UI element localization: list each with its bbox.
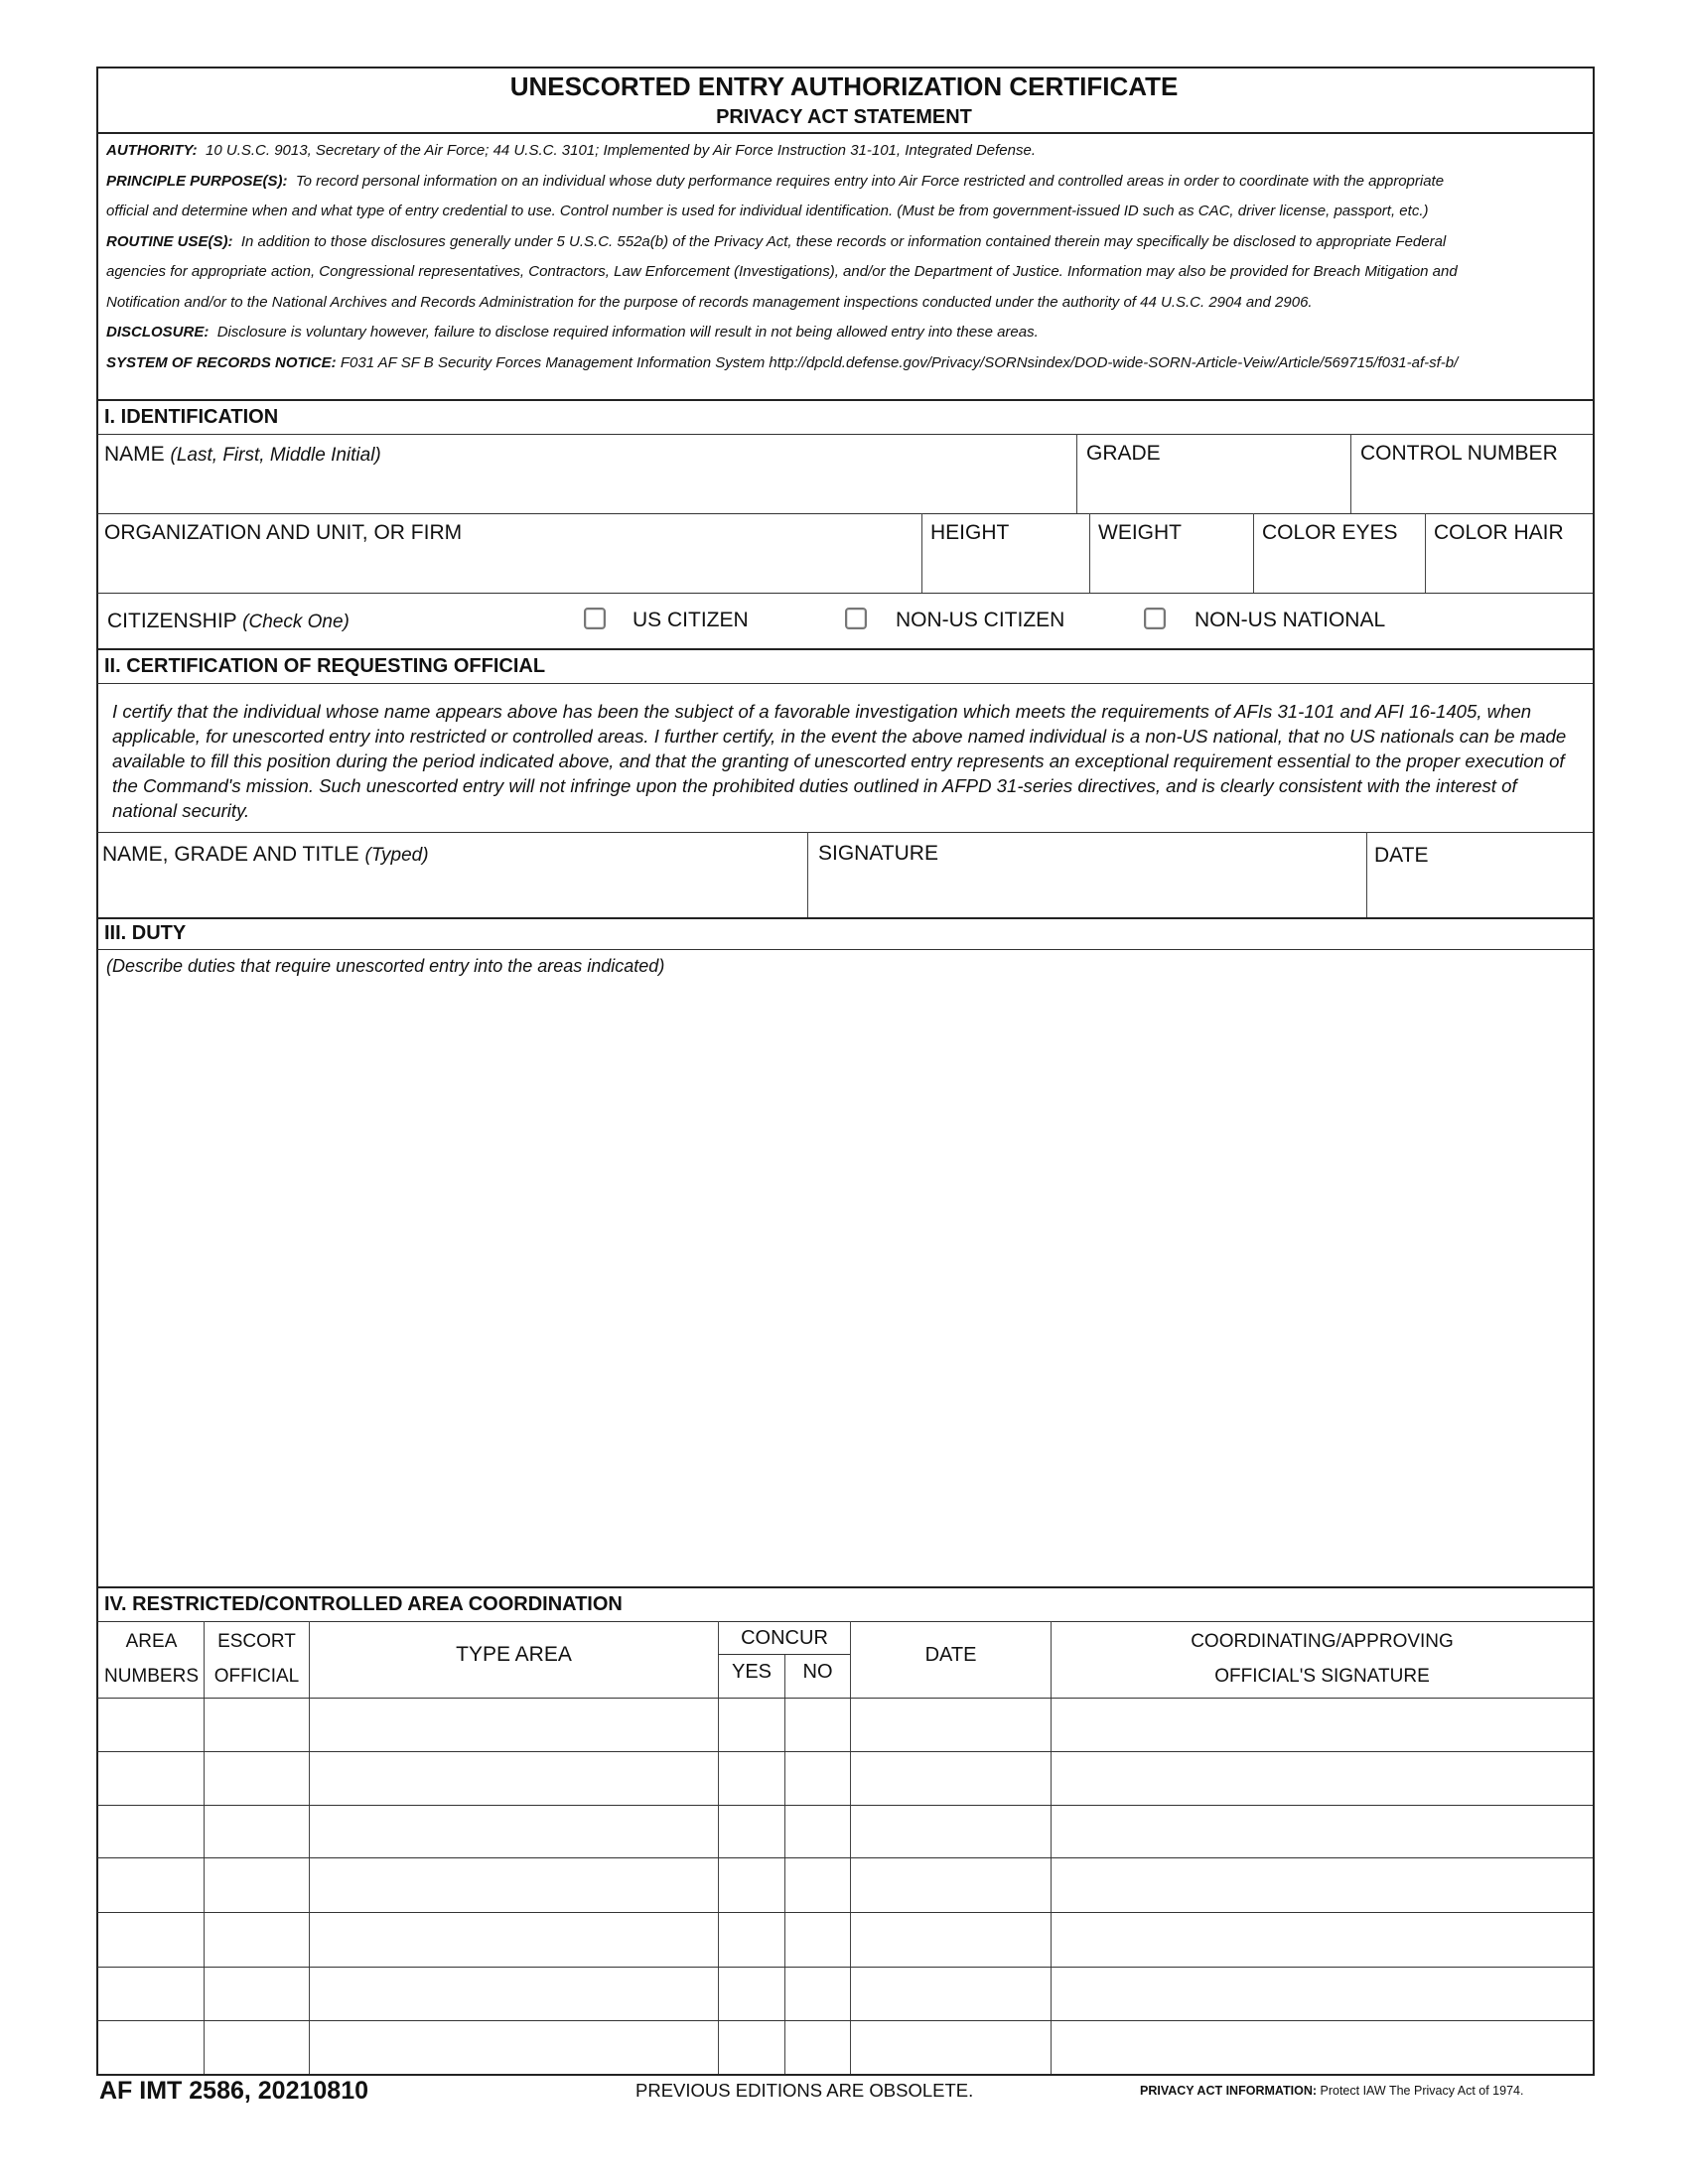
sorn-line: SYSTEM OF RECORDS NOTICE: F031 AF SF B Security Forces Management Information System http://dpcld.defense.gov/Privacy/SORNsindex/DOD-wide-SORN-Article-Veiw/Article/569715/f031-af-sf-b/ xyxy=(106,354,1459,371)
obsolete-notice: PREVIOUS EDITIONS ARE OBSOLETE. xyxy=(635,2080,974,2101)
certification-statement: I certify that the individual whose name appears above has been the subject of a favorable investigation which meets the requirements of AFIs 31-101 and AFI 16-1405, when applicable, for unescorted entry into restricted or controlled areas. I further certify, in the event the above named individual is a non-US national, that no US nationals can be made available to fill this position during the period indicated above, and that the granting of unescorted entry represents an exceptional requirement essential to the proper execution of the Command's mission. Such unescorted entry will not infringe upon the prohibited duties outlined in AFPD 31-series directives, and is clearly consistent with the interest of national security. xyxy=(112,701,1567,821)
non-us-citizen-label: NON-US CITIZEN xyxy=(896,609,1065,631)
divider xyxy=(97,1621,1593,1622)
divider xyxy=(97,399,1593,401)
duty-hint: (Describe duties that require unescorted entry into the areas indicated) xyxy=(106,956,665,976)
divider xyxy=(1425,513,1426,593)
divider xyxy=(97,132,1593,134)
divider xyxy=(1350,434,1351,513)
hair-color-field[interactable]: COLOR HAIR xyxy=(1434,521,1564,544)
column-header-signature: COORDINATING/APPROVING xyxy=(1191,1631,1454,1652)
non-us-national-checkbox[interactable] xyxy=(1144,608,1166,629)
column-header-area: NUMBERS xyxy=(103,1666,199,1687)
section-identification-heading: I. IDENTIFICATION xyxy=(104,406,279,428)
privacy-act-heading: PRIVACY ACT STATEMENT xyxy=(716,106,972,128)
table-row[interactable] xyxy=(97,1967,1593,1968)
divider xyxy=(1089,513,1090,593)
us-citizen-label: US CITIZEN xyxy=(633,609,749,631)
authority-line: AUTHORITY: 10 U.S.C. 9013, Secretary of the Air Force; 44 U.S.C. 3101; Implemented by Air Force Instruction 31-101, Integrated Defense. xyxy=(106,142,1036,159)
us-citizen-checkbox[interactable] xyxy=(584,608,606,629)
date-field[interactable]: DATE xyxy=(1374,844,1429,867)
citizenship-label: CITIZENSHIP (Check One) xyxy=(107,610,350,632)
divider xyxy=(807,832,808,917)
divider xyxy=(97,593,1593,594)
divider xyxy=(97,949,1593,950)
table-row[interactable] xyxy=(97,1912,1593,1913)
control-number-field[interactable]: CONTROL NUMBER xyxy=(1360,442,1558,465)
column-header-signature: OFFICIAL'S SIGNATURE xyxy=(1214,1666,1430,1687)
form-title: UNESCORTED ENTRY AUTHORIZATION CERTIFICATE xyxy=(509,71,1179,101)
divider xyxy=(718,1621,719,2074)
column-header-no: NO xyxy=(802,1661,833,1683)
name-field[interactable]: NAME (Last, First, Middle Initial) xyxy=(104,443,381,466)
divider xyxy=(97,917,1593,919)
form-number: AF IMT 2586, 20210810 xyxy=(99,2077,368,2105)
privacy-act-info: PRIVACY ACT INFORMATION: Protect IAW The Privacy Act of 1974. xyxy=(1140,2084,1524,2098)
divider xyxy=(1051,1621,1052,2074)
height-field[interactable]: HEIGHT xyxy=(930,521,1010,544)
column-header-yes: YES xyxy=(731,1661,773,1683)
divider xyxy=(1366,832,1367,917)
divider xyxy=(1253,513,1254,593)
non-us-citizen-checkbox[interactable] xyxy=(845,608,867,629)
table-row[interactable] xyxy=(97,2020,1593,2021)
table-row[interactable] xyxy=(97,1805,1593,1806)
divider xyxy=(921,513,922,593)
eye-color-field[interactable]: COLOR EYES xyxy=(1262,521,1398,544)
grade-field[interactable]: GRADE xyxy=(1086,442,1161,465)
table-row[interactable] xyxy=(97,1698,1593,1699)
divider xyxy=(718,1654,850,1655)
section-duty-heading: III. DUTY xyxy=(104,922,187,944)
column-header-escort: OFFICIAL xyxy=(213,1666,300,1687)
duty-description-area[interactable] xyxy=(99,985,1589,1582)
table-row[interactable] xyxy=(97,1857,1593,1858)
organization-field[interactable]: ORGANIZATION AND UNIT, OR FIRM xyxy=(104,521,463,544)
non-us-national-label: NON-US NATIONAL xyxy=(1195,609,1386,631)
routine-line-3: Notification and/or to the National Archives and Records Administration for the purpose of records management inspections conducted under the authority of 44 U.S.C. 2904 and 2906. xyxy=(106,294,1313,311)
section-coordination-heading: IV. RESTRICTED/CONTROLLED AREA COORDINATION xyxy=(104,1593,623,1615)
purpose-line-1: PRINCIPLE PURPOSE(S): To record personal information on an individual whose duty performance requires entry into Air Force restricted and controlled areas in order to coordinate with the appropriate xyxy=(106,173,1445,190)
divider xyxy=(97,683,1593,684)
divider xyxy=(97,1586,1593,1588)
divider xyxy=(784,1654,785,2074)
divider xyxy=(97,648,1593,650)
disclosure-line: DISCLOSURE: Disclosure is voluntary however, failure to disclose required information will result in not being allowed entry into these areas. xyxy=(106,324,1039,341)
divider xyxy=(1076,434,1077,513)
official-name-field[interactable]: NAME, GRADE AND TITLE (Typed) xyxy=(102,843,429,866)
divider xyxy=(204,1621,205,2074)
section-certification-heading: II. CERTIFICATION OF REQUESTING OFFICIAL xyxy=(104,655,546,677)
column-header-area: AREA xyxy=(125,1631,178,1652)
divider xyxy=(309,1621,310,2074)
divider xyxy=(97,513,1593,514)
routine-line-1: ROUTINE USE(S): In addition to those disclosures generally under 5 U.S.C. 552a(b) of the Privacy Act, these records or information contained therein may specifically be disclosed to appropriate Federal xyxy=(106,233,1447,250)
column-header-type-area: TYPE AREA xyxy=(456,1643,572,1666)
routine-line-2: agencies for appropriate action, Congressional representatives, Contractors, Law Enforcement (Investigations), and/or the Department of Justice. Information may also be provided for Breach Mitigation and xyxy=(106,263,1458,280)
divider xyxy=(97,434,1593,435)
column-header-escort: ESCORT xyxy=(217,1631,296,1652)
table-row[interactable] xyxy=(97,1751,1593,1752)
weight-field[interactable]: WEIGHT xyxy=(1098,521,1182,544)
purpose-line-2: official and determine when and what type of entry credential to use. Control number is used for individual identification. (Must be from government-issued ID such as CAC, driver license, passport, etc.) xyxy=(106,203,1429,219)
divider xyxy=(97,832,1593,833)
divider xyxy=(850,1621,851,2074)
signature-field[interactable]: SIGNATURE xyxy=(818,842,938,865)
column-header-concur: CONCUR xyxy=(741,1627,828,1649)
column-header-date: DATE xyxy=(924,1644,977,1666)
